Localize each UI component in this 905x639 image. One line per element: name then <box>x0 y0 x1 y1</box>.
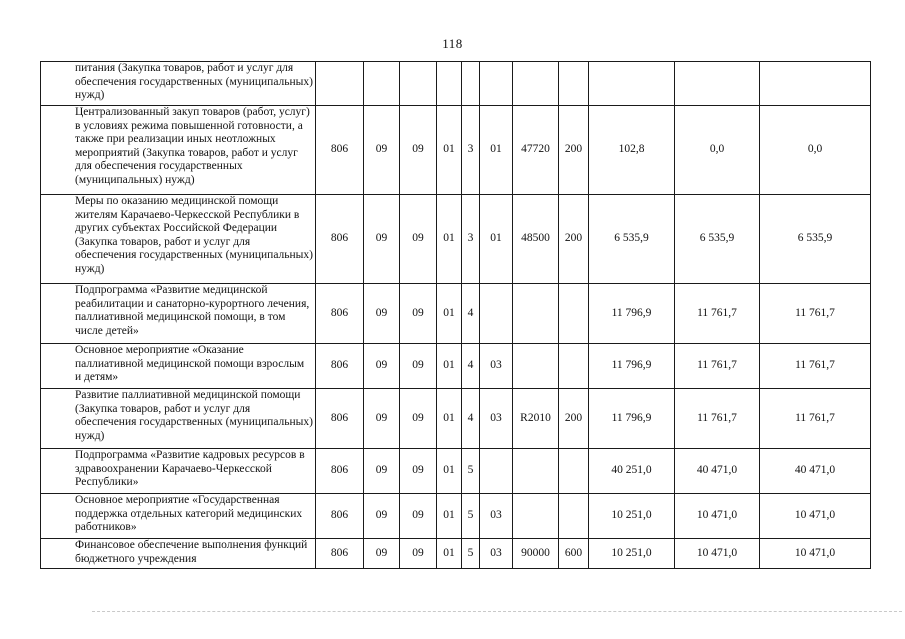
cell-amount-year-3: 40 471,0 <box>760 449 871 494</box>
cell-section: 09 <box>364 449 400 494</box>
cell-subprogram-code: 5 <box>462 449 480 494</box>
cell-description: Развитие паллиативной медицинской помощи (Закупка товаров, работ и услуг для обеспечения государственных (муниципальных) нужд) <box>41 389 316 449</box>
cell-amount-year-3: 6 535,9 <box>760 195 871 284</box>
cell-direction-code <box>513 62 559 106</box>
cell-section: 09 <box>364 539 400 569</box>
cell-subsection: 09 <box>400 494 437 539</box>
cell-expense-type <box>559 449 589 494</box>
cell-description: Финансовое обеспечение выполнения функций бюджетного учреждения <box>41 539 316 569</box>
cell-program-code: 01 <box>437 284 462 344</box>
cell-expense-type <box>559 62 589 106</box>
cell-expense-type: 200 <box>559 106 589 195</box>
cell-direction-code: R2010 <box>513 389 559 449</box>
cell-ministry-code: 806 <box>316 344 364 389</box>
cell-description: Централизованный закуп товаров (работ, услуг) в условиях режима повышенной готовности, а также при реализации иных неотложных мероприятий (Закупка товаров, работ и услуг для обеспечения государственных (муниципальных) нужд) <box>41 106 316 195</box>
cell-description: Основное мероприятие «Государственная поддержка отдельных категорий медицинских работников» <box>41 494 316 539</box>
cell-ministry-code: 806 <box>316 494 364 539</box>
cell-amount-year-2: 10 471,0 <box>675 539 760 569</box>
cell-program-code: 01 <box>437 106 462 195</box>
cell-amount-year-3 <box>760 62 871 106</box>
cell-activity-code <box>480 62 513 106</box>
cell-amount-year-3: 0,0 <box>760 106 871 195</box>
cell-activity-code: 03 <box>480 344 513 389</box>
cell-program-code: 01 <box>437 494 462 539</box>
cell-subprogram-code: 4 <box>462 344 480 389</box>
cell-amount-year-1: 40 251,0 <box>589 449 675 494</box>
cell-program-code: 01 <box>437 539 462 569</box>
cell-section: 09 <box>364 284 400 344</box>
cell-description: Подпрограмма «Развитие медицинской реабилитации и санаторно-курортного лечения, паллиативной медицинской помощи, в том числе детей» <box>41 284 316 344</box>
cell-direction-code <box>513 284 559 344</box>
cell-direction-code: 90000 <box>513 539 559 569</box>
cell-ministry-code: 806 <box>316 449 364 494</box>
cell-subprogram-code: 5 <box>462 494 480 539</box>
cell-program-code <box>437 62 462 106</box>
cell-subsection: 09 <box>400 284 437 344</box>
budget-table-body <box>41 62 871 569</box>
cell-amount-year-2 <box>675 62 760 106</box>
cell-description: Подпрограмма «Развитие кадровых ресурсов в здравоохранении Карачаево-Черкесской Республики» <box>41 449 316 494</box>
cell-direction-code <box>513 344 559 389</box>
cell-amount-year-3: 11 761,7 <box>760 284 871 344</box>
cell-activity-code: 01 <box>480 195 513 284</box>
cell-section <box>364 62 400 106</box>
cell-amount-year-3: 10 471,0 <box>760 494 871 539</box>
cell-subprogram-code: 4 <box>462 389 480 449</box>
table-row <box>41 106 871 195</box>
cell-section: 09 <box>364 106 400 195</box>
page-number: 118 <box>442 36 463 51</box>
table-row <box>41 344 871 389</box>
cell-description: питания (Закупка товаров, работ и услуг для обеспечения государственных (муниципальных) нужд) <box>41 62 316 106</box>
cell-subsection: 09 <box>400 389 437 449</box>
cell-ministry-code: 806 <box>316 539 364 569</box>
cell-section: 09 <box>364 195 400 284</box>
cell-amount-year-2: 11 761,7 <box>675 284 760 344</box>
cell-subsection: 09 <box>400 449 437 494</box>
cell-amount-year-2: 40 471,0 <box>675 449 760 494</box>
cell-program-code: 01 <box>437 344 462 389</box>
bottom-scan-rule <box>92 611 902 612</box>
cell-subprogram-code: 4 <box>462 284 480 344</box>
cell-expense-type <box>559 284 589 344</box>
cell-subsection <box>400 62 437 106</box>
cell-amount-year-3: 11 761,7 <box>760 344 871 389</box>
cell-amount-year-3: 11 761,7 <box>760 389 871 449</box>
cell-activity-code: 03 <box>480 494 513 539</box>
cell-subsection: 09 <box>400 344 437 389</box>
cell-direction-code: 47720 <box>513 106 559 195</box>
cell-amount-year-2: 11 761,7 <box>675 389 760 449</box>
cell-subsection: 09 <box>400 539 437 569</box>
cell-subprogram-code: 3 <box>462 195 480 284</box>
table-row <box>41 449 871 494</box>
cell-amount-year-1: 10 251,0 <box>589 494 675 539</box>
cell-activity-code: 03 <box>480 389 513 449</box>
cell-amount-year-1 <box>589 62 675 106</box>
cell-section: 09 <box>364 494 400 539</box>
cell-ministry-code: 806 <box>316 195 364 284</box>
cell-section: 09 <box>364 389 400 449</box>
cell-amount-year-1: 10 251,0 <box>589 539 675 569</box>
cell-amount-year-1: 6 535,9 <box>589 195 675 284</box>
cell-description: Меры по оказанию медицинской помощи жителям Карачаево-Черкесской Республики в других субъектах Российской Федерации (Закупка товаров, работ и услуг для обеспечения государственных (муниципальных) нужд) <box>41 195 316 284</box>
cell-section: 09 <box>364 344 400 389</box>
budget-table <box>40 61 871 569</box>
table-row <box>41 284 871 344</box>
cell-ministry-code <box>316 62 364 106</box>
cell-activity-code <box>480 284 513 344</box>
cell-expense-type: 200 <box>559 389 589 449</box>
cell-description: Основное мероприятие «Оказание паллиативной медицинской помощи взрослым и детям» <box>41 344 316 389</box>
cell-amount-year-2: 0,0 <box>675 106 760 195</box>
cell-direction-code <box>513 449 559 494</box>
cell-ministry-code: 806 <box>316 106 364 195</box>
cell-amount-year-1: 102,8 <box>589 106 675 195</box>
cell-activity-code <box>480 449 513 494</box>
table-row <box>41 494 871 539</box>
table-row <box>41 539 871 569</box>
cell-amount-year-3: 10 471,0 <box>760 539 871 569</box>
cell-amount-year-1: 11 796,9 <box>589 389 675 449</box>
cell-expense-type: 600 <box>559 539 589 569</box>
cell-subprogram-code: 3 <box>462 106 480 195</box>
cell-subprogram-code: 5 <box>462 539 480 569</box>
cell-ministry-code: 806 <box>316 389 364 449</box>
cell-direction-code <box>513 494 559 539</box>
cell-amount-year-1: 11 796,9 <box>589 284 675 344</box>
cell-amount-year-1: 11 796,9 <box>589 344 675 389</box>
cell-program-code: 01 <box>437 195 462 284</box>
cell-program-code: 01 <box>437 449 462 494</box>
table-row <box>41 62 871 106</box>
cell-subsection: 09 <box>400 195 437 284</box>
cell-amount-year-2: 6 535,9 <box>675 195 760 284</box>
cell-activity-code: 03 <box>480 539 513 569</box>
table-row <box>41 389 871 449</box>
cell-amount-year-2: 11 761,7 <box>675 344 760 389</box>
cell-activity-code: 01 <box>480 106 513 195</box>
cell-subsection: 09 <box>400 106 437 195</box>
table-row <box>41 195 871 284</box>
cell-expense-type <box>559 344 589 389</box>
cell-expense-type <box>559 494 589 539</box>
cell-amount-year-2: 10 471,0 <box>675 494 760 539</box>
cell-direction-code: 48500 <box>513 195 559 284</box>
cell-program-code: 01 <box>437 389 462 449</box>
cell-ministry-code: 806 <box>316 284 364 344</box>
cell-subprogram-code <box>462 62 480 106</box>
cell-expense-type: 200 <box>559 195 589 284</box>
